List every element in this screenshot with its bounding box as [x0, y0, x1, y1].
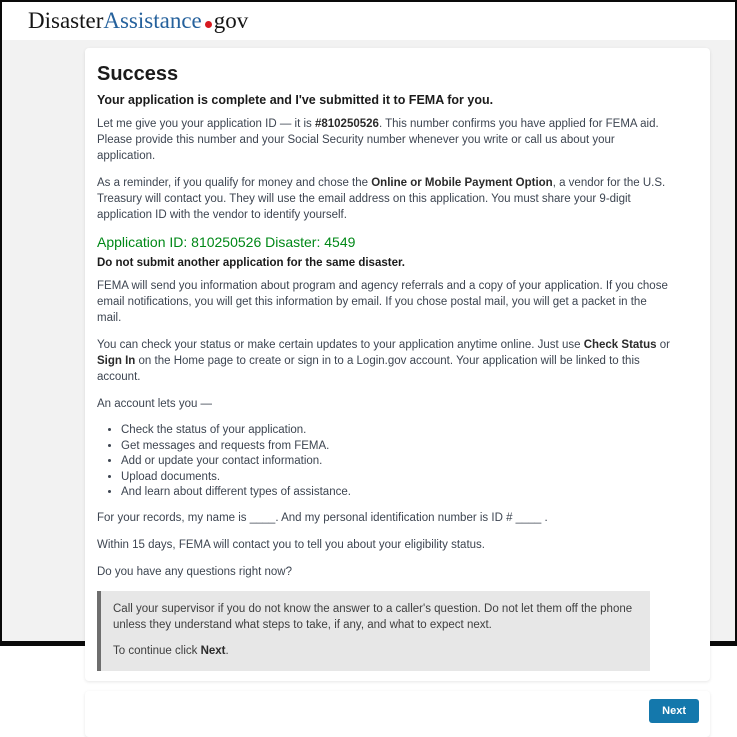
callout-continue: To continue click Next.: [113, 644, 229, 657]
logo-text-assistance: Assistance: [103, 8, 202, 33]
callout-instructions: Call your supervisor if you do not know the answer to a caller's question. Do not let them off the phone unless they understand what steps to take, if any, and what to expect next.: [113, 602, 633, 631]
list-item: • And learn about different types of assistance.: [121, 485, 698, 500]
paragraph-fema-info: FEMA will send you information about program and agency referrals and a copy of your application. If you chose email notifications, you will get this information by email. If you chose postal mail, you will get a packet in the mail.: [97, 280, 668, 324]
paragraph-payment-option: As a reminder, if you qualify for money and chose the Online or Mobile Payment Option, a vendor for the U.S. Treasury will contact you. They will use the email address on this application. You must share your 9-digit application ID with the vendor to identify yourself.: [97, 177, 666, 221]
site-logo[interactable]: [28, 8, 248, 34]
list-item: • Check the status of your application.: [121, 423, 698, 438]
list-item: • Get messages and requests from FEMA.: [121, 439, 698, 454]
footer-bar: [85, 691, 710, 737]
account-benefits-list: [121, 423, 698, 500]
next-button[interactable]: Next: [649, 699, 699, 723]
logo-text-gov: gov: [213, 8, 249, 33]
list-item: • Upload documents.: [121, 470, 698, 485]
list-item: • Add or update your contact information.: [121, 454, 698, 469]
success-subtitle: Your application is complete and I've submitted it to FEMA for you.: [97, 93, 494, 107]
supervisor-callout: [97, 591, 650, 671]
logo-dot-icon: [205, 21, 212, 28]
page-title: Success: [97, 63, 179, 85]
paragraph-application-id: Let me give you your application ID — it is #810250526. This number confirms you have applied for FEMA aid. Please provide this number and your Social Security number whenever you write or call us about your application.: [97, 118, 659, 162]
paragraph-records: For your records, my name is ____. And my personal identification number is ID # ____ .: [97, 511, 548, 524]
success-card: [85, 48, 710, 681]
paragraph-eligibility: Within 15 days, FEMA will contact you to tell you about your eligibility status.: [97, 538, 485, 551]
account-intro: An account lets you —: [97, 398, 213, 410]
paragraph-check-status: You can check your status or make certain updates to your application anytime online. Just use Check Status or Sign In on the Home page to create or sign in to a Login.gov account. Your application will be linked to this account.: [97, 339, 670, 383]
site-header: [2, 2, 735, 40]
paragraph-questions: Do you have any questions right now?: [97, 565, 292, 578]
application-id-heading: Application ID: 810250526 Disaster: 4549: [97, 234, 356, 250]
logo-text-disaster: Disaster: [28, 8, 104, 33]
duplicate-application-warning: Do not submit another application for the same disaster.: [97, 257, 405, 269]
